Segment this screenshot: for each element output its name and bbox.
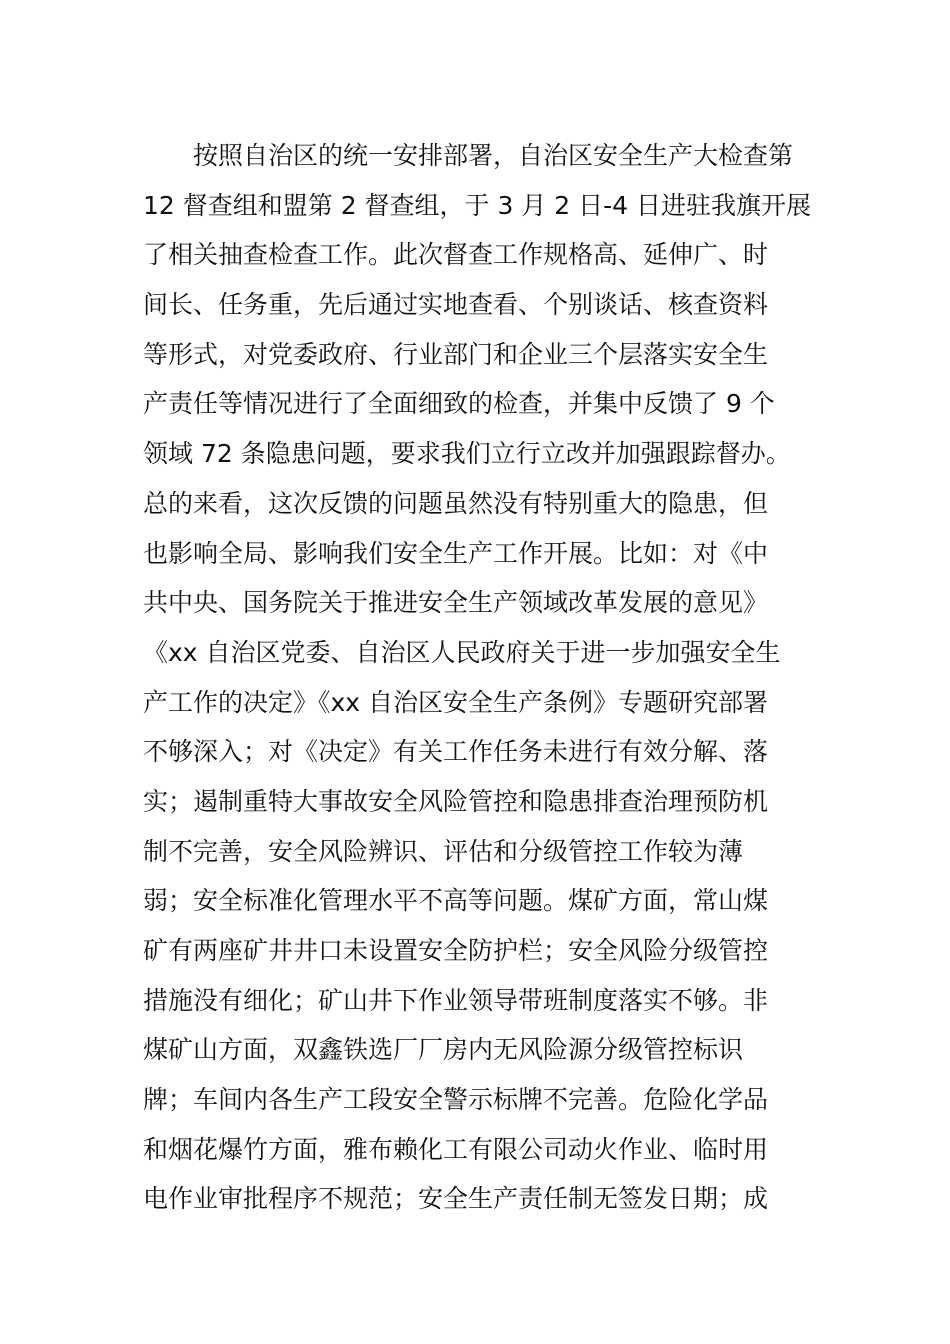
paragraph-line: 也影响全局、影响我们安全生产工作开展。比如：对《中: [143, 538, 769, 568]
paragraph-line: 实；遏制重特大事故安全风险管控和隐患排查治理预防机: [143, 786, 769, 816]
paragraph-line: 产工作的决定》《xx 自治区安全生产条例》专题研究部署: [143, 687, 769, 717]
paragraph-line: 煤矿山方面，双鑫铁选厂厂房内无风险源分级管控标识: [143, 1035, 744, 1065]
paragraph-line: 间长、任务重，先后通过实地查看、个别谈话、核查资料: [143, 290, 769, 320]
paragraph-line: 了相关抽查检查工作。此次督查工作规格高、延伸广、时: [143, 240, 769, 270]
paragraph-line: 领域 72 条隐患问题，要求我们立行立改并加强跟踪督办。: [143, 439, 791, 469]
paragraph-line: 牌；车间内各生产工段安全警示标牌不完善。危险化学品: [143, 1085, 769, 1115]
paragraph-line: 产责任等情况进行了全面细致的检查，并集中反馈了 9 个: [143, 389, 775, 419]
paragraph-line: 《xx 自治区党委、自治区人民政府关于进一步加强安全生: [143, 637, 781, 667]
paragraph-line: 和烟花爆竹方面，雅布赖化工有限公司动火作业、临时用: [143, 1134, 769, 1164]
paragraph-line: 12 督查组和盟第 2 督查组，于 3 月 2 日-4 日进驻我旗开展: [143, 190, 812, 220]
paragraph-line: 电作业审批程序不规范；安全生产责任制无签发日期；成: [143, 1184, 769, 1214]
paragraph-line: 共中央、国务院关于推进安全生产领域改革发展的意见》: [143, 588, 769, 618]
paragraph-line: 不够深入；对《决定》有关工作任务未进行有效分解、落: [143, 737, 769, 767]
paragraph-line: 弱；安全标准化管理水平不高等问题。煤矿方面，常山煤: [143, 886, 769, 916]
paragraph-line: 按照自治区的统一安排部署，自治区安全生产大检查第: [143, 141, 794, 170]
paragraph-line: 措施没有细化；矿山井下作业领导带班制度落实不够。非: [143, 985, 769, 1015]
paragraph-line: 制不完善，安全风险辨识、评估和分级管控工作较为薄: [143, 836, 744, 866]
paragraph-line: 矿有两座矿井井口未设置安全防护栏；安全风险分级管控: [143, 936, 769, 965]
body-paragraph: [143, 131, 823, 1224]
paragraph-line: 总的来看，这次反馈的问题虽然没有特别重大的隐患，但: [143, 488, 769, 518]
paragraph-line: 等形式，对党委政府、行业部门和企业三个层落实安全生: [143, 339, 769, 369]
